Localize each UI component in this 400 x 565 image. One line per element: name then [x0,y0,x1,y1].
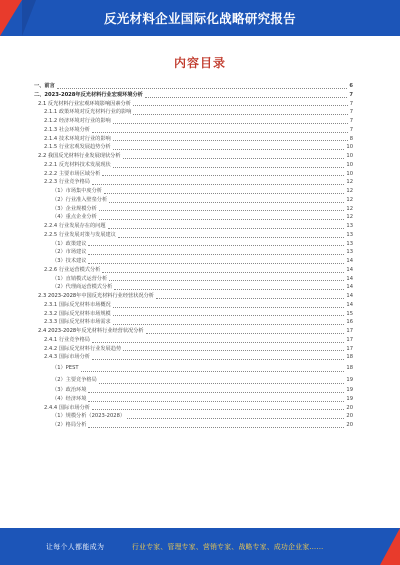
toc-page-number: 19 [346,387,353,393]
toc-entry-text: 2.2.2 主要市场区域分析 [44,170,101,177]
toc-dot-leader [113,306,345,308]
toc-entry[interactable] [34,108,353,117]
toc-entry-text: 2.2 我国反光材料行业发展现状分析 [38,153,121,159]
toc-dot-leader [145,96,348,98]
toc-page-number: 14 [346,293,353,299]
toc-entry-text: （1）直销模式运营分析 [52,275,108,282]
toc-dot-leader [88,253,344,255]
toc-dot-leader [118,236,344,238]
toc-dot-leader [88,244,344,246]
toc-entry[interactable] [34,222,353,231]
toc-entry[interactable] [34,82,353,91]
toc-entry-text: 2.1.4 技术环境对行业的影响 [44,135,111,142]
toc-page-number: 7 [349,91,353,98]
toc-entry-text: 2.4.3 国际市场分析 [44,354,90,361]
toc-entry[interactable] [34,91,353,100]
toc-dot-leader [88,262,344,264]
toc-entry[interactable] [34,100,353,109]
toc-page-number: 14 [346,275,353,282]
toc-entry-text: 二、2023-2028年反光材料行业宏观环境分析 [34,91,143,98]
toc-entry[interactable] [34,257,353,266]
toc-dot-leader [113,148,345,150]
toc-entry-text: 2.4.1 行业竞争格局 [44,336,90,343]
toc-page-number: 12 [346,196,353,203]
toc-entry-text: 2.2.1 反光材料技术发展现状 [44,161,111,168]
toc-entry-text: 2.3 2023-2028年中国反光材料行业经营状况分析 [38,293,154,299]
toc-page-number: 12 [346,188,353,194]
toc-entry[interactable] [34,117,353,126]
toc-entry-text: 2.3.1 国际反光材料市场概况 [44,301,111,308]
toc-dot-leader [156,297,344,299]
toc-page-number: 20 [346,413,353,420]
toc-entry-text: （2）代理商运营模式分析 [52,284,113,291]
toc-entry-text: 2.3.2 国际反光材料市场规模 [44,310,111,317]
toc-entry[interactable] [34,161,353,170]
toc-dot-leader [99,382,345,384]
toc-page-number: 17 [346,345,353,352]
toc-page-number: 18 [346,354,353,361]
toc-page-number: 17 [346,328,353,334]
toc-dot-leader [92,358,344,360]
toc-page-number: 8 [349,135,353,142]
toc-entry-text: （4）重点企业分析 [52,214,97,221]
toc-entry-text: （2）格局分析 [52,422,87,428]
toc-page-number: 20 [346,404,353,411]
toc-page-number: 14 [346,301,353,308]
toc-page-number: 7 [349,109,353,116]
toc-dot-leader [104,192,344,194]
toc-page-number: 16 [346,319,353,326]
toc-dot-leader [133,104,348,106]
toc-dot-leader [81,370,345,372]
toc-page-number: 7 [349,126,353,133]
toc-dot-leader [92,131,348,133]
footer-banner [0,528,400,565]
toc-entry-text: （1）政策建议 [52,240,87,247]
toc-entry[interactable] [34,126,353,135]
toc-entry[interactable] [34,231,353,240]
toc-entry[interactable] [34,395,353,404]
toc-entry[interactable] [34,327,353,336]
toc-dot-leader [109,279,344,281]
toc-dot-leader [99,218,345,220]
toc-page-number: 14 [346,266,353,273]
toc-entry[interactable] [34,178,353,187]
toc-entry[interactable] [34,386,353,395]
report-title: 反光材料企业国际化战略研究报告 [103,11,296,26]
toc-dot-leader [123,349,344,351]
toc-entry[interactable] [34,152,353,161]
toc-entry-text: （2）市场建议 [52,249,87,256]
toc-page-number: 12 [346,214,353,221]
footer-subtitle: 行业专家、管理专家、营销专家、战略专家、成功企业家…… [132,543,324,551]
toc-dot-leader [92,408,344,410]
toc-dot-leader [88,391,344,393]
table-of-contents [34,82,353,430]
toc-page-number: 6 [349,83,353,89]
footer-slogan: 让每个人都能成为 [46,543,105,551]
toc-entry-text: 2.1.5 行业宏观发展趋势分析 [44,144,111,151]
toc-dot-leader [114,288,344,290]
toc-page-number: 18 [346,365,353,371]
toc-entry-text: （2）行业准入壁垒分析 [52,196,108,203]
toc-entry-text: （3）企业规模分析 [52,205,97,212]
toc-entry[interactable] [34,336,353,345]
toc-entry[interactable] [34,362,353,374]
toc-dot-leader [108,227,345,229]
toc-entry-text: 2.1 反光材料行业宏观环境影响因素分析 [38,100,131,107]
toc-dot-leader [127,417,344,419]
toc-entry-text: 2.2.6 行业运营模式分析 [44,266,101,273]
toc-dot-leader [113,323,345,325]
toc-entry[interactable] [34,240,353,249]
toc-entry[interactable] [34,301,353,310]
toc-entry-text: 一、前言 [34,83,55,89]
toc-page-number: 7 [349,100,353,107]
toc-page-number: 10 [346,161,353,168]
toc-title: 内容目录 [173,56,226,70]
toc-entry[interactable] [34,187,353,196]
toc-page-number: 19 [346,395,353,402]
toc-dot-leader [92,341,344,343]
toc-entry-text: 2.1.3 社会环境分析 [44,126,90,133]
toc-page-number: 14 [346,258,353,264]
toc-entry-text: （1）规模分析（2023-2028） [52,413,126,420]
toc-entry[interactable] [34,353,353,362]
toc-entry-text: 2.1.1 政策环境对反光材料行业的影响 [44,109,132,116]
toc-entry-text: （3）技术建议 [52,258,87,264]
toc-page-number: 19 [346,377,353,383]
toc-page-number: 15 [346,310,353,317]
toc-dot-leader [99,209,345,211]
toc-entry-text: 2.2.5 行业发展对策与发展建议 [44,231,116,238]
toc-entry-text: （4）经济环境 [52,395,87,402]
toc-dot-leader [92,183,344,185]
toc-entry[interactable] [34,318,353,327]
footer-red-accent [380,528,400,565]
toc-entry[interactable] [34,170,353,179]
toc-entry-text: （2）主要竞争格局 [52,377,97,383]
toc-page-number: 20 [346,422,353,428]
toc-entry-text: （1）市场集中度分析 [52,188,102,194]
toc-dot-leader [123,157,345,159]
toc-entry[interactable] [34,374,353,386]
toc-page-number: 7 [349,118,353,124]
toc-page-number: 12 [346,179,353,186]
toc-dot-leader [88,400,344,402]
toc-page-number: 10 [346,153,353,159]
toc-entry[interactable] [34,404,353,413]
toc-entry[interactable] [34,275,353,284]
toc-entry-text: 2.1.2 经济环境对行业的影响 [44,118,111,124]
toc-page-number: 13 [346,240,353,247]
toc-page-number: 10 [346,144,353,151]
toc-entry[interactable] [34,266,353,275]
toc-entry-text: 2.3.3 国际反光材料市场需求 [44,319,111,326]
toc-page-number: 13 [346,223,353,229]
toc-entry-text: 2.4.2 国际反光材料行业发展趋势 [44,345,122,352]
toc-entry-text: 2.4 2023-2028年反光材料行业经营状况分析 [38,328,144,334]
toc-entry[interactable] [34,135,353,144]
toc-entry-text: （3）政治环境 [52,387,87,393]
header-banner [0,0,400,36]
toc-entry[interactable] [34,248,353,257]
toc-page-number: 13 [346,231,353,238]
toc-dot-leader [113,166,345,168]
toc-entry[interactable] [34,196,353,205]
toc-dot-leader [102,271,344,273]
toc-entry[interactable] [34,345,353,354]
toc-entry[interactable] [34,412,353,421]
toc-page-number: 13 [346,249,353,256]
toc-page-number: 12 [346,205,353,212]
toc-dot-leader [133,113,347,115]
toc-entry[interactable] [34,292,353,301]
toc-entry[interactable] [34,283,353,292]
toc-entry-text: 2.2.3 行业竞争格局 [44,179,90,186]
toc-entry-text: 2.2.4 行业发展存在的问题 [44,223,106,229]
toc-entry[interactable] [34,143,353,152]
toc-entry-text: 2.4.4 国际市场分析 [44,404,90,411]
toc-dot-leader [109,201,344,203]
toc-dot-leader [113,122,348,124]
toc-entry-text: （1）PEST [52,365,79,371]
toc-dot-leader [88,426,344,428]
toc-dot-leader [57,87,348,89]
toc-dot-leader [113,139,348,141]
toc-entry[interactable] [34,421,353,430]
toc-dot-leader [113,314,345,316]
toc-entry[interactable] [34,310,353,319]
toc-page-number: 17 [346,336,353,343]
toc-page-number: 14 [346,284,353,291]
toc-dot-leader [146,332,345,334]
toc-entry[interactable] [34,213,353,222]
toc-page-number: 10 [346,170,353,177]
toc-entry[interactable] [34,205,353,214]
toc-dot-leader [102,174,344,176]
